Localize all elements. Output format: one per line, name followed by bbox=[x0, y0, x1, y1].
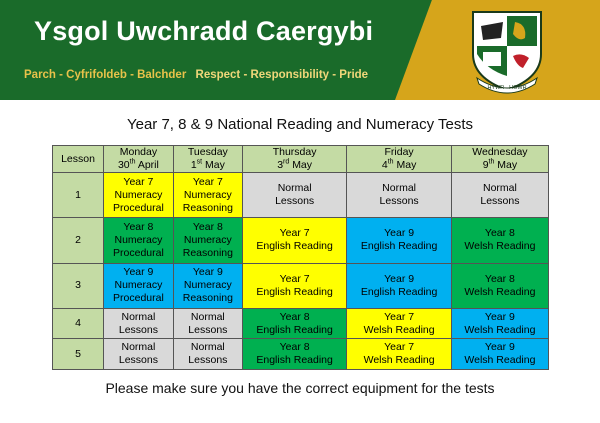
cell-line: Year 9 bbox=[123, 266, 154, 279]
motto-welsh: Parch - Cyfrifoldeb - Balchder bbox=[24, 69, 187, 81]
schedule-cell bbox=[347, 308, 451, 339]
schedule-cell bbox=[173, 218, 242, 263]
schedule-cell bbox=[173, 263, 242, 308]
cell-line: Numeracy bbox=[114, 279, 163, 292]
cell-line: Lessons bbox=[379, 195, 419, 208]
schedule-cell bbox=[173, 308, 242, 339]
day-name: Thursday bbox=[272, 146, 317, 158]
schedule-cell bbox=[451, 308, 548, 339]
lesson-number: 5 bbox=[53, 339, 104, 370]
table-row bbox=[53, 218, 549, 263]
cell-line: Normal bbox=[190, 310, 225, 323]
schedule-cell bbox=[347, 173, 451, 218]
day-name: Friday bbox=[384, 146, 414, 158]
cell-line: Numeracy bbox=[114, 233, 163, 246]
schedule-cell bbox=[451, 339, 548, 370]
cell-line: English Reading bbox=[256, 285, 333, 298]
schedule-cell bbox=[104, 173, 174, 218]
cell-line: Year 8 bbox=[123, 220, 154, 233]
school-crest-icon bbox=[463, 8, 551, 96]
lesson-number: 4 bbox=[53, 308, 104, 339]
table-row bbox=[53, 173, 549, 218]
cell-line: Numeracy bbox=[183, 233, 232, 246]
schedule-cell bbox=[242, 263, 346, 308]
day-name: Monday bbox=[119, 146, 158, 158]
schedule-cell bbox=[451, 173, 548, 218]
cell-line: Year 8 bbox=[279, 341, 310, 354]
cell-line: Normal bbox=[121, 341, 156, 354]
schedule-cell bbox=[242, 308, 346, 339]
schedule-cell bbox=[104, 308, 174, 339]
cell-line: Welsh Reading bbox=[464, 354, 536, 367]
cell-line: Welsh Reading bbox=[464, 285, 536, 298]
cell-line: Reasoning bbox=[182, 246, 233, 259]
cell-line: English Reading bbox=[360, 285, 438, 298]
schedule-cell bbox=[173, 339, 242, 370]
table-row bbox=[53, 308, 549, 339]
cell-line: Lessons bbox=[188, 323, 228, 336]
cell-line: Year 9 bbox=[384, 227, 415, 240]
motto-english: Respect - Responsibility - Pride bbox=[195, 69, 369, 81]
cell-line: English Reading bbox=[360, 240, 438, 253]
schedule-cell bbox=[242, 173, 346, 218]
lesson-column-header: Lesson bbox=[53, 146, 104, 173]
cell-line: Year 8 bbox=[192, 220, 223, 233]
cell-line: Year 8 bbox=[484, 227, 515, 240]
cell-line: English Reading bbox=[256, 354, 333, 367]
cell-line: Numeracy bbox=[183, 188, 232, 201]
cell-line: Welsh Reading bbox=[464, 323, 536, 336]
cell-line: Reasoning bbox=[182, 201, 233, 214]
cell-line: Numeracy bbox=[114, 188, 163, 201]
cell-line: Year 9 bbox=[484, 310, 515, 323]
cell-line: Lessons bbox=[118, 354, 158, 367]
cell-line: Year 9 bbox=[484, 341, 515, 354]
cell-line: Lessons bbox=[188, 354, 228, 367]
day-name: Wednesday bbox=[472, 146, 528, 158]
cell-line: English Reading bbox=[256, 240, 333, 253]
test-timetable bbox=[52, 145, 549, 370]
schedule-cell bbox=[347, 263, 451, 308]
cell-line: Procedural bbox=[113, 246, 164, 259]
table-row bbox=[53, 263, 549, 308]
table-row bbox=[53, 339, 549, 370]
crest-ribbon-text: HYWR - HOWR bbox=[487, 85, 527, 91]
motto bbox=[24, 69, 368, 81]
cell-line: Normal bbox=[483, 182, 517, 195]
cell-line: Procedural bbox=[113, 201, 164, 214]
day-date: 1st May bbox=[190, 158, 225, 171]
cell-line: Year 7 bbox=[384, 341, 415, 354]
lesson-number: 2 bbox=[53, 218, 104, 263]
day-header bbox=[347, 146, 451, 173]
day-header bbox=[104, 146, 174, 173]
cell-line: Normal bbox=[277, 182, 312, 195]
day-date: 30th April bbox=[117, 158, 159, 171]
schedule-cell bbox=[347, 339, 451, 370]
schedule-cell bbox=[104, 218, 174, 263]
schedule-cell bbox=[347, 218, 451, 263]
cell-line: Year 7 bbox=[192, 175, 223, 188]
school-name: Ysgol Uwchradd Caergybi bbox=[34, 16, 374, 46]
cell-line: Procedural bbox=[113, 292, 164, 305]
cell-line: Year 7 bbox=[279, 272, 310, 285]
schedule-cell bbox=[242, 218, 346, 263]
header-banner bbox=[0, 0, 600, 100]
cell-line: Year 8 bbox=[279, 310, 310, 323]
day-date: 9th May bbox=[482, 158, 518, 171]
day-date: 3rd May bbox=[277, 158, 313, 171]
day-header bbox=[173, 146, 242, 173]
cell-line: Lessons bbox=[118, 323, 158, 336]
lesson-number: 1 bbox=[53, 173, 104, 218]
cell-line: Welsh Reading bbox=[363, 354, 435, 367]
schedule-cell bbox=[451, 263, 548, 308]
cell-line: Welsh Reading bbox=[363, 323, 435, 336]
cell-line: Reasoning bbox=[182, 292, 233, 305]
day-header bbox=[451, 146, 548, 173]
schedule-cell bbox=[104, 263, 174, 308]
cell-line: Normal bbox=[190, 341, 225, 354]
schedule-cell bbox=[451, 218, 548, 263]
schedule-cell bbox=[173, 173, 242, 218]
lesson-number: 3 bbox=[53, 263, 104, 308]
cell-line: Year 8 bbox=[484, 272, 515, 285]
page-title: Year 7, 8 & 9 National Reading and Numeracy Tests bbox=[126, 116, 474, 133]
cell-line: Welsh Reading bbox=[464, 240, 536, 253]
cell-line: Year 7 bbox=[279, 227, 310, 240]
cell-line: English Reading bbox=[256, 323, 333, 336]
schedule-cell bbox=[242, 339, 346, 370]
day-date: 4th May bbox=[381, 158, 417, 171]
cell-line: Lessons bbox=[480, 195, 520, 208]
schedule-cell bbox=[104, 339, 174, 370]
cell-line: Normal bbox=[382, 182, 417, 195]
cell-line: Numeracy bbox=[183, 279, 232, 292]
day-name: Tuesday bbox=[187, 146, 228, 158]
day-header bbox=[242, 146, 346, 173]
cell-line: Year 9 bbox=[384, 272, 415, 285]
cell-line: Normal bbox=[121, 310, 156, 323]
cell-line: Year 9 bbox=[192, 266, 223, 279]
footer-note: Please make sure you have the correct equipment for the tests bbox=[105, 380, 495, 396]
cell-line: Lessons bbox=[275, 195, 315, 208]
cell-line: Year 7 bbox=[384, 310, 415, 323]
cell-line: Year 7 bbox=[123, 175, 154, 188]
